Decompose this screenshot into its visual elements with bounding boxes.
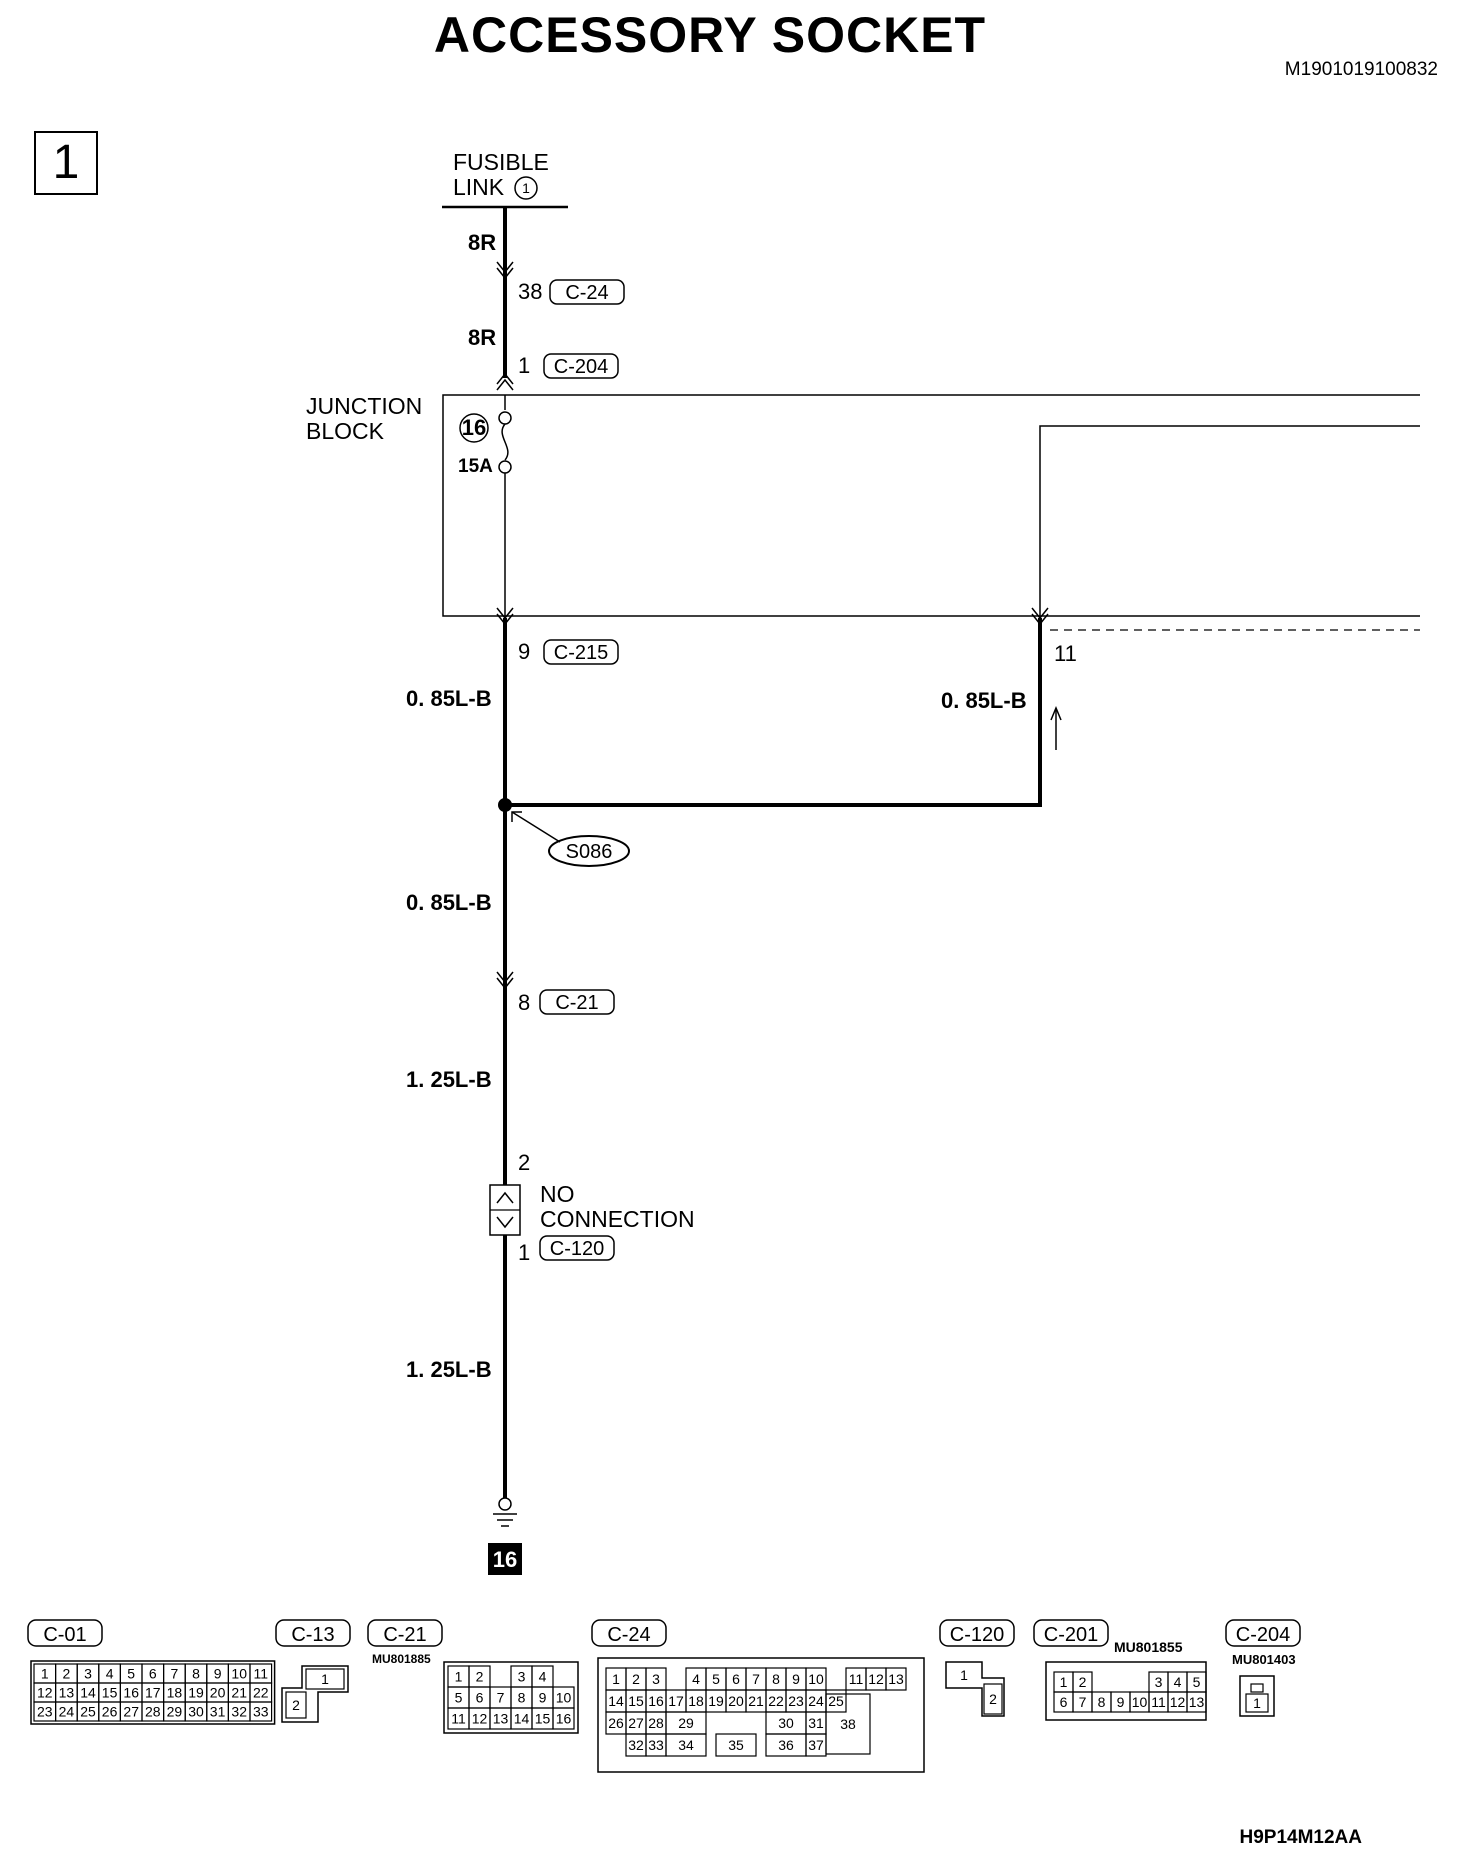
splice-leader — [512, 812, 560, 842]
cell-c201-7-label: 7 — [1078, 1694, 1087, 1710]
page-title: ACCESSORY SOCKET — [433, 7, 987, 63]
cell-c01-16-label: 16 — [123, 1684, 139, 1701]
connector-view-c201 — [1046, 1662, 1206, 1720]
cell-c21-6-label: 6 — [475, 1689, 484, 1706]
connector-c21: C-21 — [555, 992, 599, 1014]
pin-c120-2: 2 — [518, 1150, 531, 1175]
cell-c21-11-label: 11 — [451, 1710, 466, 1727]
connector-part-c204: MU801403 — [1232, 1652, 1296, 1667]
connector-view-id-c24: C-24 — [607, 1624, 651, 1646]
figure-id: H9P14M12AA — [1239, 1827, 1362, 1848]
cell-c24-1-label: 1 — [612, 1671, 620, 1687]
page-number: 1 — [52, 136, 80, 189]
cell-c24-27-label: 27 — [628, 1715, 644, 1731]
connector-view-id-c120: C-120 — [949, 1624, 1005, 1646]
cell-c01-30-label: 30 — [188, 1703, 204, 1720]
cell-c201-8-label: 8 — [1097, 1694, 1106, 1710]
cell-c24-18-label: 18 — [688, 1693, 704, 1709]
cell-c201-13-label: 13 — [1188, 1694, 1205, 1710]
cell-c24-20-label: 20 — [728, 1693, 744, 1709]
cell-c24-14-label: 14 — [608, 1693, 624, 1709]
cell-c01-21-label: 21 — [231, 1684, 247, 1701]
lock-tab-c204 — [1251, 1684, 1263, 1692]
cell-c21-14-label: 14 — [513, 1710, 530, 1727]
document-id: M1901019100832 — [1284, 59, 1438, 80]
cell-c01-13-label: 13 — [58, 1684, 75, 1701]
ground-number: 16 — [492, 1547, 518, 1572]
cell-c01-22-label: 22 — [253, 1684, 269, 1701]
cell-c24-32-label: 32 — [628, 1737, 644, 1753]
fuse-terminal-bottom — [499, 461, 511, 473]
pin-c204: 1 — [518, 353, 531, 378]
fuse-number: 16 — [461, 415, 487, 440]
connector-view-id-c21: C-21 — [383, 1624, 427, 1646]
cell-c24-29-label: 29 — [678, 1715, 694, 1731]
cell-c24-22-label: 22 — [768, 1693, 784, 1709]
fuse-rating: 15A — [458, 456, 493, 477]
cell-c24-34-label: 34 — [678, 1737, 694, 1753]
wire-label-1: 8R — [468, 230, 497, 255]
fusible-link-label-line2: LINK — [453, 174, 505, 200]
connector-view-id-c13: C-13 — [291, 1624, 335, 1646]
wire-label-5: 0. 85L-B — [406, 890, 492, 915]
cell-c24-28-label: 28 — [648, 1715, 664, 1731]
cell-c201-11-label: 11 — [1151, 1694, 1166, 1710]
cell-c01-28-label: 28 — [145, 1703, 161, 1720]
no-connection-line2: CONNECTION — [540, 1206, 695, 1232]
cell-label-c13-2: 2 — [292, 1697, 300, 1713]
pin-c120-1: 1 — [518, 1240, 531, 1265]
cell-c01-15-label: 15 — [101, 1684, 118, 1701]
cell-c01-12-label: 12 — [37, 1684, 53, 1701]
cell-c24-31-label: 31 — [808, 1715, 824, 1731]
cell-c01-20-label: 20 — [209, 1684, 226, 1701]
cell-c24-4-label: 4 — [692, 1671, 700, 1687]
cell-c21-15-label: 15 — [534, 1710, 551, 1727]
wire-label-7: 1. 25L-B — [406, 1357, 492, 1382]
cell-c01-19-label: 19 — [188, 1684, 204, 1701]
fuse-terminal-top — [499, 412, 511, 424]
connector-c120: C-120 — [549, 1238, 605, 1260]
cell-c21-8-label: 8 — [517, 1689, 526, 1706]
cell-c01-32-label: 32 — [231, 1703, 247, 1720]
cell-c01-14-label: 14 — [80, 1684, 96, 1701]
cell-c01-9-label: 9 — [213, 1665, 222, 1682]
cell-label-c204-1: 1 — [1253, 1695, 1261, 1711]
wire-label-4: 0. 85L-B — [941, 688, 1027, 713]
cell-c21-1-label: 1 — [454, 1668, 463, 1685]
cell-c21-5-label: 5 — [454, 1689, 463, 1706]
cell-c24-30-label: 30 — [778, 1715, 794, 1731]
cell-c24-26-label: 26 — [608, 1715, 624, 1731]
connector-view-id-c201: C-201 — [1043, 1624, 1099, 1646]
cell-c21-16-label: 16 — [555, 1710, 572, 1727]
cell-c21-3-label: 3 — [517, 1668, 526, 1685]
pin-c24: 38 — [518, 279, 543, 304]
cell-c01-25-label: 25 — [80, 1703, 96, 1720]
cell-c01-6-label: 6 — [148, 1665, 157, 1682]
connector-shape-c13 — [282, 1666, 348, 1722]
cell-c01-27-label: 27 — [123, 1703, 139, 1720]
pin-c215: 9 — [518, 639, 531, 664]
cell-c24-38-label: 38 — [840, 1716, 856, 1732]
cell-c21-7-label: 7 — [496, 1689, 505, 1706]
cell-c201-10-label: 10 — [1131, 1694, 1148, 1710]
cell-c21-9-label: 9 — [538, 1689, 547, 1706]
wire-label-2: 8R — [468, 325, 497, 350]
cell-c24-7-label: 7 — [752, 1671, 760, 1687]
cell-c201-6-label: 6 — [1059, 1694, 1068, 1710]
connector-shape-c120 — [946, 1662, 1004, 1716]
cell-c24-13-label: 13 — [888, 1671, 904, 1687]
wire-label-6: 1. 25L-B — [406, 1067, 492, 1092]
cell-c24-19-label: 19 — [708, 1693, 724, 1709]
ground-terminal — [499, 1498, 511, 1510]
cell-c01-3-label: 3 — [84, 1665, 92, 1682]
fusible-link-label-line1: FUSIBLE — [453, 149, 549, 175]
connector-part-c21: MU801885 — [372, 1652, 431, 1666]
cell-c21-12-label: 12 — [471, 1710, 488, 1727]
cell-c01-2-label: 2 — [62, 1665, 71, 1682]
connector-view-c21 — [444, 1662, 578, 1733]
cell-c01-24-label: 24 — [58, 1703, 75, 1720]
cell-c201-9-label: 9 — [1116, 1694, 1125, 1710]
connector-view-c01 — [31, 1661, 275, 1724]
cell-c201-3-label: 3 — [1154, 1674, 1163, 1690]
cell-c01-5-label: 5 — [127, 1665, 136, 1682]
junction-block-outline — [443, 395, 1420, 616]
fusible-link-number: 1 — [522, 180, 530, 196]
cell-c201-2-label: 2 — [1078, 1674, 1087, 1690]
cell-label-c13-1: 1 — [321, 1671, 329, 1687]
splice-point — [498, 798, 512, 812]
connector-view-id-c204: C-204 — [1235, 1624, 1291, 1646]
cell-label-c120-1: 1 — [960, 1667, 968, 1683]
cell-c24-36-label: 36 — [778, 1737, 794, 1753]
cell-c24-3-label: 3 — [652, 1671, 660, 1687]
cell-c01-4-label: 4 — [105, 1665, 114, 1682]
connector-part-c201: MU801855 — [1114, 1639, 1183, 1655]
cell-c21-4-label: 4 — [538, 1668, 547, 1685]
cell-c24-2-label: 2 — [632, 1671, 640, 1687]
connector-c204: C-204 — [553, 356, 609, 378]
cell-c01-18-label: 18 — [166, 1684, 183, 1701]
connector-c215: C-215 — [553, 642, 609, 664]
cell-c24-5-label: 5 — [712, 1671, 720, 1687]
pin-11: 11 — [1054, 641, 1077, 666]
cell-c24-15-label: 15 — [628, 1693, 644, 1709]
cell-c21-10-label: 10 — [555, 1689, 572, 1706]
cell-c24-11-label: 11 — [848, 1671, 864, 1687]
cell-c01-7-label: 7 — [170, 1665, 179, 1682]
cell-c01-17-label: 17 — [145, 1684, 161, 1701]
cell-c01-26-label: 26 — [101, 1703, 118, 1720]
cell-c24-9-label: 9 — [792, 1671, 800, 1687]
junction-block-label-line2: BLOCK — [306, 418, 384, 444]
cell-c201-1-label: 1 — [1059, 1674, 1068, 1690]
cell-c21-13-label: 13 — [492, 1710, 509, 1727]
cell-c01-10-label: 10 — [231, 1665, 247, 1682]
junction-block-inner — [1040, 426, 1420, 616]
connector-shape-c201 — [1046, 1662, 1206, 1720]
cell-c01-11-label: 11 — [253, 1665, 269, 1682]
cell-c24-24-label: 24 — [808, 1693, 824, 1709]
cell-c01-29-label: 29 — [166, 1703, 183, 1720]
no-connection-line1: NO — [540, 1181, 575, 1207]
cell-c24-6-label: 6 — [732, 1671, 740, 1687]
cell-c01-23-label: 23 — [37, 1703, 53, 1720]
cell-c24-8-label: 8 — [772, 1671, 780, 1687]
connector-view-c24 — [598, 1658, 924, 1772]
cell-c201-12-label: 12 — [1169, 1694, 1186, 1710]
cell-c01-33-label: 33 — [253, 1703, 269, 1720]
cell-c24-35-label: 35 — [728, 1737, 744, 1753]
cell-c24-16-label: 16 — [648, 1693, 664, 1709]
wire-label-3: 0. 85L-B — [406, 686, 492, 711]
pin-c21: 8 — [518, 990, 531, 1015]
cell-c24-25-label: 25 — [828, 1693, 844, 1709]
cell-c24-21-label: 21 — [748, 1693, 764, 1709]
cell-c24-10-label: 10 — [808, 1671, 824, 1687]
junction-block-label-line1: JUNCTION — [306, 393, 423, 419]
cell-c24-17-label: 17 — [668, 1693, 684, 1709]
connector-views — [28, 1620, 1300, 1772]
cell-c201-5-label: 5 — [1192, 1674, 1201, 1690]
connector-view-id-c01: C-01 — [43, 1624, 87, 1646]
splice-id: S086 — [565, 841, 613, 863]
cell-c01-31-label: 31 — [209, 1703, 226, 1720]
cell-c201-4-label: 4 — [1173, 1674, 1182, 1690]
cell-c24-12-label: 12 — [868, 1671, 884, 1687]
cell-c24-23-label: 23 — [788, 1693, 804, 1709]
fuse-element — [502, 424, 508, 460]
cell-c24-37-label: 37 — [808, 1737, 824, 1753]
connector-c24: C-24 — [565, 282, 609, 304]
cell-c24-33-label: 33 — [648, 1737, 664, 1753]
cell-c01-1-label: 1 — [40, 1665, 49, 1682]
cell-c21-2-label: 2 — [475, 1668, 484, 1685]
cell-c01-8-label: 8 — [192, 1665, 200, 1682]
cell-label-c120-2: 2 — [989, 1691, 997, 1707]
